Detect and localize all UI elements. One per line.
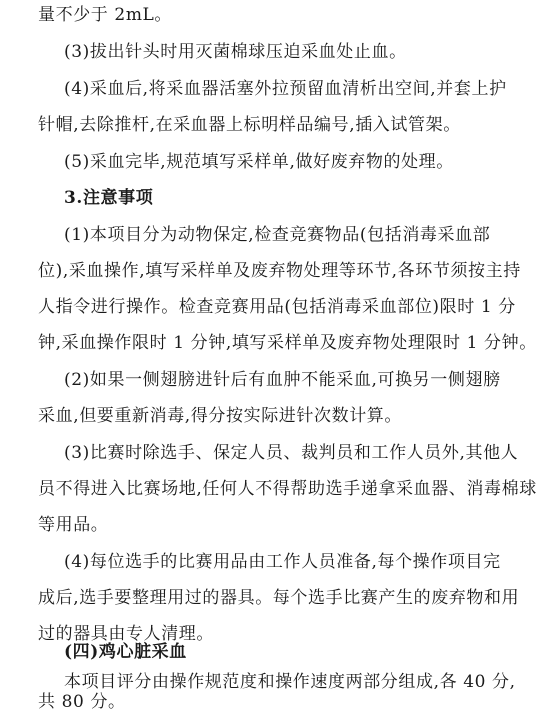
text-line: (4)采血后,将采血器活塞外拉预留血清析出空间,并套上护 — [64, 79, 507, 99]
text-line: 位),采血操作,填写采样单及废弃物处理等环节,各环节须按主持 — [38, 261, 521, 281]
section-heading: 3.注意事项 — [64, 188, 154, 208]
text-line: 共 80 分。 — [38, 692, 126, 712]
text-line: (4)每位选手的比赛用品由工作人员准备,每个操作项目完 — [64, 552, 501, 572]
text-line: (1)本项目分为动物保定,检查竞赛物品(包括消毒采血部 — [64, 225, 491, 245]
text-line: (3)拔出针头时用灭菌棉球压迫采血处止血。 — [64, 42, 407, 62]
text-line: 人指令进行操作。检查竞赛用品(包括消毒采血部位)限时 1 分 — [38, 297, 516, 317]
text-line: 本项目评分由操作规范度和操作速度两部分组成,各 40 分, — [64, 672, 516, 692]
text-line: (3)比赛时除选手、保定人员、裁判员和工作人员外,其他人 — [64, 443, 519, 463]
text-line: (5)采血完毕,规范填写采样单,做好废弃物的处理。 — [64, 152, 454, 172]
subsection-heading: (四)鸡心脏采血 — [64, 642, 187, 662]
text-line: 成后,选手要整理用过的器具。每个选手比赛产生的废弃物和用 — [38, 588, 520, 608]
text-line: 等用品。 — [38, 515, 109, 535]
text-line: 钟,采血操作限时 1 分钟,填写采样单及废弃物处理限时 1 分钟。 — [38, 333, 537, 353]
text-line: 针帽,去除推杆,在采血器上标明样品编号,插入试管架。 — [38, 115, 461, 135]
text-line: 量不少于 2mL。 — [38, 5, 173, 25]
text-line: 过的器具由专人清理。 — [38, 624, 214, 644]
text-line: 员不得进入比赛场地,任何人不得帮助选手递拿采血器、消毒棉球 — [38, 479, 537, 499]
text-line: (2)如果一侧翅膀进针后有血肿不能采血,可换另一侧翅膀 — [64, 370, 501, 390]
text-line: 采血,但要重新消毒,得分按实际进针次数计算。 — [38, 406, 403, 426]
